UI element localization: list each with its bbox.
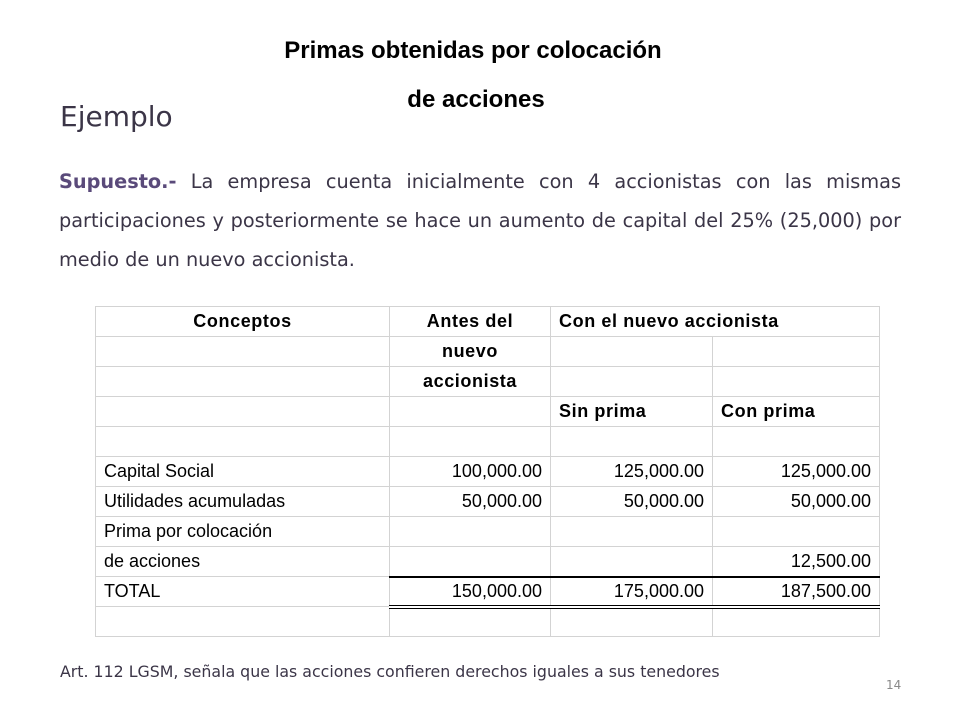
row-con-prima: 50,000.00 <box>713 487 880 517</box>
empty-cell <box>390 397 551 427</box>
table-header-row <box>96 367 880 397</box>
empty-cell <box>96 607 390 637</box>
empty-cell <box>96 397 390 427</box>
capital-table <box>95 306 880 637</box>
table-row <box>96 457 880 487</box>
page-number: 14 <box>886 678 902 692</box>
table-row <box>96 547 880 577</box>
row-con-prima: 187,500.00 <box>713 577 880 607</box>
row-sin-prima <box>551 547 713 577</box>
table-header-row <box>96 397 880 427</box>
intro-paragraph <box>59 162 901 279</box>
table-spacer-row <box>96 427 880 457</box>
row-con-prima: 125,000.00 <box>713 457 880 487</box>
table-row-total <box>96 577 880 607</box>
header-conceptos: Conceptos <box>96 307 390 337</box>
row-antes <box>390 547 551 577</box>
slide-title-line1: Primas obtenidas por colocación <box>284 37 662 64</box>
empty-cell <box>551 337 713 367</box>
empty-cell <box>551 607 713 637</box>
row-sin-prima: 175,000.00 <box>551 577 713 607</box>
intro-text: La empresa cuenta inicialmente con 4 accionistas con las mismas participaciones y posteriormente se hace un aumento de capital del 25% (25,000) por medio de un nuevo accionista. <box>59 170 901 271</box>
empty-cell <box>551 367 713 397</box>
subtitle: Ejemplo <box>60 100 173 133</box>
empty-cell <box>390 607 551 637</box>
row-concepto: TOTAL <box>96 577 390 607</box>
empty-cell <box>551 427 713 457</box>
footer-note: Art. 112 LGSM, señala que las acciones confieren derechos iguales a sus tenedores <box>60 662 720 681</box>
empty-cell <box>713 607 880 637</box>
table-spacer-row <box>96 607 880 637</box>
header-con-nuevo: Con el nuevo accionista <box>551 307 880 337</box>
row-sin-prima <box>551 517 713 547</box>
table-header-row <box>96 307 880 337</box>
row-sin-prima: 125,000.00 <box>551 457 713 487</box>
row-antes: 150,000.00 <box>390 577 551 607</box>
table-row <box>96 517 880 547</box>
header-antes-line1: Antes del <box>390 307 551 337</box>
empty-cell <box>713 337 880 367</box>
empty-cell <box>713 367 880 397</box>
header-sin-prima: Sin prima <box>551 397 713 427</box>
row-concepto: de acciones <box>96 547 390 577</box>
row-concepto: Utilidades acumuladas <box>96 487 390 517</box>
row-concepto: Prima por colocación <box>96 517 390 547</box>
header-antes-line2: nuevo <box>390 337 551 367</box>
row-con-prima: 12,500.00 <box>713 547 880 577</box>
empty-cell <box>96 337 390 367</box>
empty-cell <box>390 427 551 457</box>
empty-cell <box>713 427 880 457</box>
row-antes: 100,000.00 <box>390 457 551 487</box>
header-antes-line3: accionista <box>390 367 551 397</box>
table-header-row <box>96 337 880 367</box>
empty-cell <box>96 367 390 397</box>
row-concepto: Capital Social <box>96 457 390 487</box>
header-con-prima: Con prima <box>713 397 880 427</box>
slide-title-line2: de acciones <box>407 86 545 113</box>
intro-lead: Supuesto.- <box>59 170 177 193</box>
row-antes <box>390 517 551 547</box>
row-sin-prima: 50,000.00 <box>551 487 713 517</box>
row-antes: 50,000.00 <box>390 487 551 517</box>
row-con-prima <box>713 517 880 547</box>
empty-cell <box>96 427 390 457</box>
table-row <box>96 487 880 517</box>
